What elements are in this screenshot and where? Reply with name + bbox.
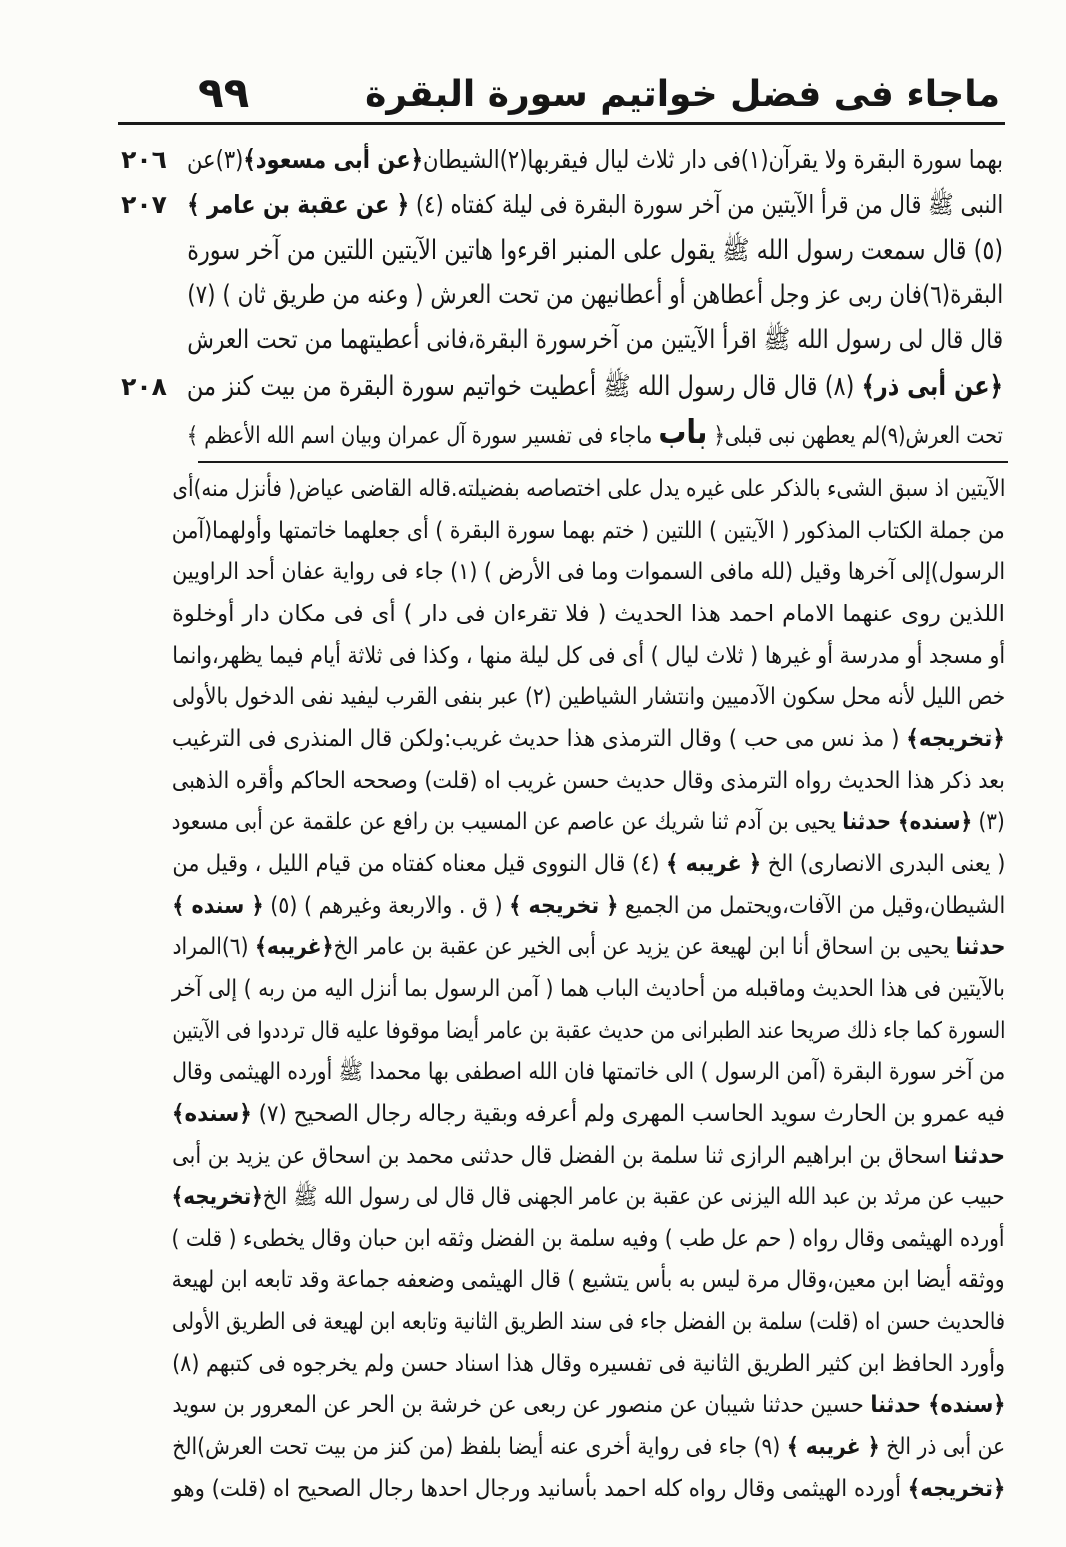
line-text — [172, 1094, 1005, 1136]
hadith-text-line — [121, 182, 1003, 227]
text-run: من آخر سورة البقرة (آمن الرسول ) الى خاتمتها فان الله اصطفى بها محمدا ﷺ أورده الهيثمى وقال — [172, 1059, 1005, 1086]
header-rule — [118, 122, 1005, 125]
footnote-separator-rule — [198, 461, 1008, 463]
line-text — [172, 1385, 1005, 1427]
text-run: ووثقه أيضا ابن معين،وقال مرة ليس به بأس يتشيع ) قال الهيثمى وضعفه جماعة وقد تابعه ابن لهيعة — [172, 1267, 1005, 1294]
line-text — [187, 409, 1003, 459]
line-text — [172, 636, 1005, 678]
line-text — [172, 1136, 1005, 1178]
chapter-heading-word: باب — [658, 411, 708, 451]
commentary-line — [170, 1136, 1005, 1178]
bold-label-run: ﴿عن أبى ذر﴾ — [861, 370, 1003, 402]
text-run: (٨) قال قال رسول الله ﷺ أعطيت خواتيم سورة البقرة من بيت كنز من — [187, 370, 862, 402]
commentary-line — [170, 1260, 1005, 1302]
line-text — [172, 552, 1005, 594]
text-run: (٥) قال سمعت رسول الله ﷺ يقول على المنبر اقرءوا هاتين الآيتين اللتين من آخر سورة — [187, 234, 1003, 266]
text-run: أو مسجد أو مدرسة أو غيرها ( ثلاث ليال ) أى فى كل ليلة منها ، وكذا فى ثلاثة أيام فيما يظهر،وانما — [172, 642, 1005, 669]
commentary-line — [170, 761, 1005, 803]
commentary-line — [170, 1302, 1005, 1344]
page-number: ٩٩ — [198, 68, 250, 117]
text-run: ( مذ نس مى حب ) وقال الترمذى هذا حديث غريب:ولكن قال المنذرى فى الترغيب — [171, 725, 907, 752]
hadith-number: ٢٠٨ — [121, 371, 167, 401]
bold-label-run: ﴿غريبه﴾ — [254, 934, 334, 961]
text-run: ( يعنى البدرى الانصارى) الخ — [760, 850, 1005, 877]
line-text — [172, 1469, 1005, 1511]
bold-label-run: ﴿تخريجه﴾ — [906, 725, 1005, 752]
text-run: يحيى بن اسحاق أنا ابن لهيعة عن يزيد عن أبى الخير عن عقبة بن عامر الخ — [333, 934, 956, 961]
commentary-line — [170, 844, 1005, 886]
text-run: الرسول)إلى آخرها وقيل (لله مافى السموات وما فى الأرض ) (١) جاء فى رواية عفان أحد الراويين — [171, 559, 1005, 586]
line-text — [187, 137, 1003, 182]
commentary-line — [170, 927, 1005, 969]
line-text — [172, 719, 1005, 761]
commentary-line — [170, 594, 1005, 636]
bold-label-run: ﴿ سنده ﴾ — [172, 892, 264, 919]
line-text — [172, 969, 1005, 1011]
commentary-line — [170, 677, 1005, 719]
text-run: فالحديث حسن اه (قلت) سلمة بن الفضل جاء فى سند الطريق الثانية وتابعه ابن لهيعة فى الطريق الأولى — [172, 1309, 1005, 1336]
hadith-text-line — [121, 137, 1003, 182]
commentary-line — [170, 719, 1005, 761]
text-run: النبى ﷺ قال من قرأ الآيتين من آخر سورة البقرة فى ليلة كفتاه (٤) — [408, 190, 1003, 220]
text-run: الآيتين اذ سبق الشىء بالذكر على غيره يدل على اختصاصه بفضيلته.قاله القاضى عياض( فأنزل منه)أى — [171, 476, 1005, 502]
bold-label-run: ﴿تخريجه﴾ — [172, 1184, 264, 1211]
bold-label-run: ﴿ غريبه ﴾ — [665, 850, 761, 877]
text-run: بعد ذكر هذا الحديث رواه الترمذى وقال حديث حسن غريب اه (قلت) وصححه الحاكم وأقره الذهبى — [171, 767, 1005, 794]
text-run: البقرة(٦)فان ربى عز وجل أعطاهن أو أعطانيهن من تحت العرش ( وعنه من طريق ثان ) (٧) — [187, 279, 1003, 310]
line-text — [172, 1427, 1005, 1469]
line-text — [187, 273, 1003, 318]
bold-label-run: حدثنا — [953, 1142, 1005, 1169]
bold-label-run: ﴿ عن عقبة بن عامر ﴾ — [186, 190, 409, 220]
text-run: (٣) — [972, 809, 1005, 836]
bold-label-run: ﴿ غريبه ﴾ — [786, 1434, 880, 1461]
text-run: ( ق . والاربعة وغيرهم ) (٥) — [263, 892, 510, 919]
line-text — [172, 844, 1005, 886]
line-text — [172, 1011, 1005, 1053]
line-text — [172, 677, 1005, 719]
commentary-line — [170, 1344, 1005, 1386]
commentary-line — [170, 1385, 1005, 1427]
commentary-line — [170, 511, 1005, 553]
commentary-line — [170, 1094, 1005, 1136]
bold-label-run: ﴿سنده﴾ — [172, 1100, 252, 1127]
bold-label-run: ﴿سنده﴾ حدثنا — [842, 809, 973, 836]
line-text — [172, 761, 1005, 803]
text-run: (٤) قال النووى قيل معناه كفتاه من قيام الليل ، وقيل من — [171, 850, 666, 877]
bold-label-run: ﴿سنده﴾ حدثنا — [869, 1392, 1005, 1419]
text-run: وأورد الحافظ ابن كثير الطريق الثانية فى تفسيره وقال هذا اسناد حسن ولم يخرجوه فى كتبهم (٨) — [172, 1350, 1005, 1377]
line-text — [172, 1219, 1005, 1261]
commentary-line — [170, 1011, 1005, 1053]
bold-label-run: ﴿تخريجه﴾ — [907, 1475, 1005, 1502]
line-text — [172, 1260, 1005, 1302]
line-text — [172, 594, 1005, 636]
text-run: اللذين روى عنهما الامام احمد هذا الحديث ( فلا تقرءان فى دار ) أى فى مكان دار أوخلوة — [172, 600, 1005, 627]
text-run: عن أبى ذر الخ — [879, 1434, 1005, 1461]
hadith-text-line — [185, 228, 1003, 273]
text-run: خص الليل لأنه محل سكون الآدميين وانتشار الشياطين (٢) عبر بنفى القرب ليفيد نفى الدخول بالأولى — [172, 684, 1005, 711]
text-run: فيه عمرو بن الحارث سويد الحاسب المهرى ولم أعرفه وبقية رجاله رجال الصحيح (٧) — [251, 1100, 1005, 1127]
commentary-line — [170, 469, 1005, 511]
text-run: من جملة الكتاب المذكور ( الآيتين ) اللتين ( ختم بهما سورة البقرة ) أى جعلهما خاتمتها وأولهما(آمن — [171, 517, 1005, 544]
line-text — [187, 182, 1003, 227]
line-text — [187, 364, 1003, 409]
hadith-text-line — [121, 364, 1003, 409]
text-run: بالآيتين فى هذا الحديث وماقبله من أحاديث الباب هما ( آمن الرسول بما أنزل اليه من ربه ) إلى آخر — [171, 975, 1005, 1002]
hadith-text-line — [185, 318, 1003, 363]
hadith-number: ٢٠٧ — [121, 190, 167, 220]
line-text — [172, 511, 1005, 553]
line-text — [187, 318, 1003, 363]
text-run: (٩) جاء فى رواية أخرى عنه أيضا بلفظ (من كنز من بيت تحت العرش)الخ — [171, 1434, 787, 1461]
text-run: يحيى بن آدم ثنا شريك عن عاصم عن المسيب بن رافع عن علقمة عن أبى مسعود — [171, 809, 843, 836]
text-run: ماجاء فى تفسير سورة آل عمران وبيان اسم الله الأعظم ﴾ — [186, 422, 659, 449]
text-run: أورده الهيثمى وقال رواه كله احمد بأسانيد ورجال احدها رجال الصحيح اه (قلت) وهو — [172, 1475, 908, 1502]
commentary-line — [170, 1177, 1005, 1219]
line-text — [172, 1052, 1005, 1094]
text-run: حسين حدثنا شيبان عن منصور عن ربعى عن خرشة بن الحر عن المعرور بن سويد — [172, 1392, 870, 1419]
text-run: بهما سورة البقرة ولا يقرآن(١)فى دار ثلاث ليال فيقربها(٢)الشيطان — [423, 145, 1003, 174]
text-run: تحت العرش(٩)لم يعطهن نبى قبلى﴿ — [707, 422, 1003, 449]
line-text — [172, 469, 1005, 511]
text-run: الشيطان،وقيل من الآفات،ويحتمل من الجميع — [618, 892, 1005, 919]
commentary-line — [170, 1469, 1005, 1511]
text-run: السورة كما جاء ذلك صريحا عند الطبرانى من حديث عقبة بن عامر أيضا موقوفا عليه قال ترددوا فى الآيتين — [172, 1017, 1005, 1044]
bold-label-run: ﴿عن أبى مسعود﴾ — [243, 145, 424, 174]
text-run: (٣)عن — [186, 145, 244, 174]
commentary-line — [170, 552, 1005, 594]
bold-label-run: ﴿ تخريجه ﴾ — [509, 892, 619, 919]
line-text — [172, 1177, 1005, 1219]
commentary-line — [170, 886, 1005, 928]
line-text — [172, 1302, 1005, 1344]
running-header-title: ماجاء فى فضل خواتيم سورة البقرة — [365, 74, 1000, 115]
line-text — [172, 886, 1005, 928]
bold-label-run: حدثنا — [955, 934, 1005, 961]
hadith-text-block — [121, 137, 1003, 454]
commentary-line — [170, 636, 1005, 678]
commentary-line — [170, 1052, 1005, 1094]
text-run: قال قال لى رسول الله ﷺ اقرأ الآيتين من آخرسورة البقرة،فانى أعطيتهما من تحت العرش — [186, 325, 1003, 356]
hadith-text-line — [185, 409, 1003, 454]
commentary-block — [170, 469, 1005, 1510]
line-text — [187, 228, 1003, 273]
text-run: أورده الهيثمى وقال رواه ( حم عل طب ) وفيه سلمة بن الفضل وثقه ابن حبان وقال يخطىء ( قلت ) — [171, 1225, 1005, 1252]
text-run: حبيب عن مرثد بن عبد الله اليزنى عن عقبة بن عامر الجهنى قال قال لى رسول الله ﷺ الخ — [263, 1184, 1005, 1211]
text-run: اسحاق بن ابراهيم الرازى ثنا سلمة بن الفضل قال حدثنى محمد بن اسحاق عن يزيد بن أبى — [172, 1142, 954, 1169]
hadith-text-line — [185, 273, 1003, 318]
line-text — [172, 802, 1005, 844]
commentary-line — [170, 1219, 1005, 1261]
commentary-line — [170, 1427, 1005, 1469]
text-run: (٦)المراد — [171, 934, 255, 961]
commentary-line — [170, 969, 1005, 1011]
hadith-number: ٢٠٦ — [121, 145, 167, 174]
line-text — [172, 1344, 1005, 1386]
line-text — [172, 927, 1005, 969]
commentary-line — [170, 802, 1005, 844]
